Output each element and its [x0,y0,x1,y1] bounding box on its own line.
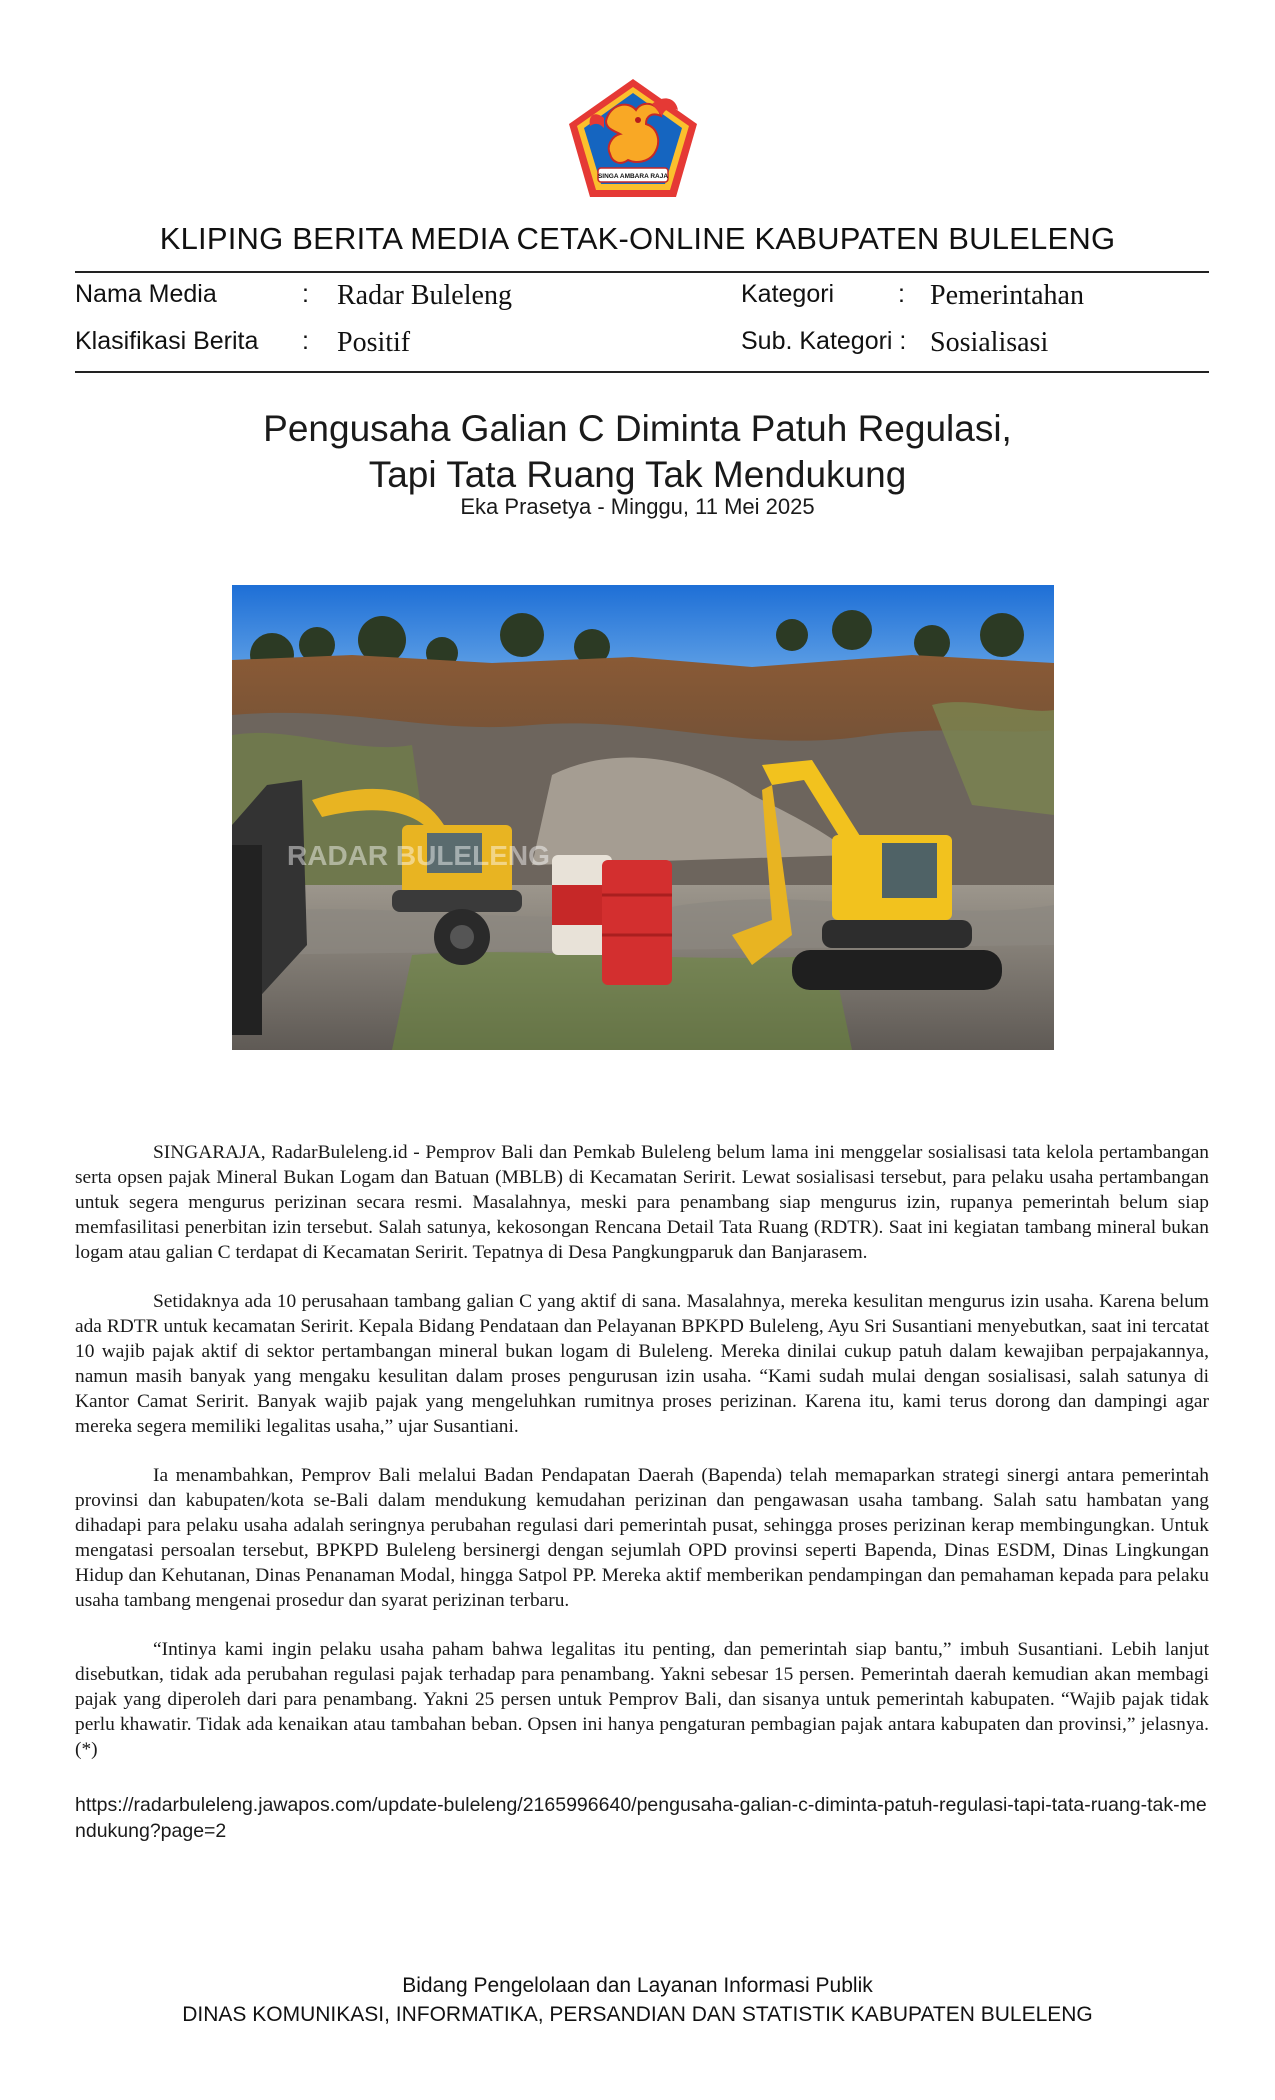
subkategori-label: Sub. Kategori : [741,327,907,355]
singa-ambara-raja-emblem-icon [566,76,700,200]
klasifikasi-label: Klasifikasi Berita [75,327,259,355]
article-paragraph-4: “Intinya kami ingin pelaku usaha paham bahwa legalitas itu penting, dan pemerintah siap bantu,” imbuh Susantiani. Lebih lanjut disebutkan, tidak ada perubahan regulasi pajak terhadap para penambang. Yakni sebesar 15 persen. Pemerintah daerah kemudian akan membagi pajak yang diperoleh dari para penambang. Yakni 25 persen untuk Pemprov Bali, dan sisanya untuk pemerintah kabupaten. “Wajib pajak tidak perlu khawatir. Tidak ada kenaikan atau tambahan beban. Opsen ini hanya pengaturan pembagian pajak antara kabupaten dan provinsi,” jelasnya. (*) [75,1639,1209,1760]
klasifikasi-value: Positif [337,327,411,358]
article-paragraph-3: Ia menambahkan, Pemprov Bali melalui Badan Pendapatan Daerah (Bapenda) telah memaparkan strategi sinergi antara pemerintah provinsi dan kabupaten/kota se-Bali dalam mendukung kemudahan perizinan dan pengawasan usaha tambang. Salah satu hambatan yang dihadapi para pelaku usaha adalah seringnya perubahan regulasi dari pemerintah pusat, sehingga proses perizinan kerap membingungkan. Untuk mengatasi persoalan tersebut, BPKPD Buleleng bersinergi dengan sejumlah OPD provinsi seperti Bapenda, Dinas ESDM, Dinas Lingkungan Hidup dan Kehutanan, Dinas Penanaman Modal, hingga Satpol PP. Mereka aktif memberikan pendampingan dan pemahaman kepada para pelaku usaha tambang mengenai prosedur dan syarat perizinan terbaru. [75,1465,1209,1611]
headline-line-1: Pengusaha Galian C Diminta Patuh Regulasi, [263,408,1012,449]
excavators-quarry-photo [232,585,1054,1050]
media-label: Nama Media [75,280,217,308]
article-paragraph-2: Setidaknya ada 10 perusahaan tambang galian C yang aktif di sana. Masalahnya, mereka kesulitan mengurus izin usaha. Karena belum ada RDTR untuk kecamatan Seririt. Kepala Bidang Pendataan dan Pelayanan BPKPD Buleleng, Ayu Sri Susantiani menyebutkan, saat ini tercatat 10 wajib pajak aktif di sektor pertambangan mineral bukan logam di Buleleng. Mereka dinilai cukup patuh dalam kewajiban perpajakannya, namun masih banyak yang mengaku kesulitan dalam proses pengurusan izin usaha. “Kami sudah mulai dengan sosialisasi, salah satunya di Kantor Camat Seririt. Banyak wajib pajak yang mengeluhkan rumitnya proses perizinan. Karena itu, kami terus dorong dan dampingi agar mereka segera memiliki legalitas usaha,” ujar Susantiani. [75,1291,1209,1437]
svg-text:SINGA AMBARA RAJA: SINGA AMBARA RAJA [597,173,669,180]
source-url-link[interactable]: https://radarbuleleng.jawapos.com/update-buleleng/2165996640/pengusaha-galian-c-diminta-patuh-regulasi-tapi-tata-ruang-tak-mendukung?page=2 [75,1794,1207,1842]
bottom-divider [75,371,1209,373]
footer-department: DINAS KOMUNIKASI, INFORMATIKA, PERSANDIAN DAN STATISTIK KABUPATEN BULELENG [182,2003,1093,2026]
article-headline [0,406,1275,498]
footer-division: Bidang Pengelolaan dan Layanan Informasi Publik [402,1974,873,1997]
kategori-value: Pemerintahan [930,280,1084,311]
subkategori-value: Sosialisasi [930,327,1049,358]
media-value: Radar Buleleng [337,280,512,311]
article-paragraph-1: SINGARAJA, RadarBuleleng.id - Pemprov Bali dan Pemkab Buleleng belum lama ini menggelar sosialisasi tata kelola pertambangan serta opsen pajak Mineral Bukan Logam dan Batuan (MBLB) di Kecamatan Seririt. Lewat sosialisasi tersebut, para pelaku usaha pertambangan untuk segera mengurus perizinan secara resmi. Masalahnya, meski para penambang siap mengurus izin, rupanya pemerintah belum siap memfasilitasi penerbitan izin tersebut. Salah satunya, kekosongan Rencana Detail Tata Ruang (RDTR). Saat ini kegiatan tambang mineral bukan logam atau galian C terdapat di Kecamatan Seririt. Tepatnya di Desa Pangkungparuk dan Banjarasem. [75,1142,1209,1263]
article-body [75,1140,1209,1786]
headline-line-2: Tapi Tata Ruang Tak Mendukung [368,454,907,495]
media-colon: : [302,280,309,308]
photo-watermark: RADAR BULELENG [287,840,550,871]
article-byline: Eka Prasetya - Minggu, 11 Mei 2025 [460,494,815,519]
clipping-header-title: KLIPING BERITA MEDIA CETAK-ONLINE KABUPATEN BULELENG [159,221,1116,256]
klasifikasi-colon: : [302,327,309,355]
kategori-label: Kategori [741,280,835,308]
top-divider [75,271,1209,273]
kategori-colon: : [898,280,905,308]
